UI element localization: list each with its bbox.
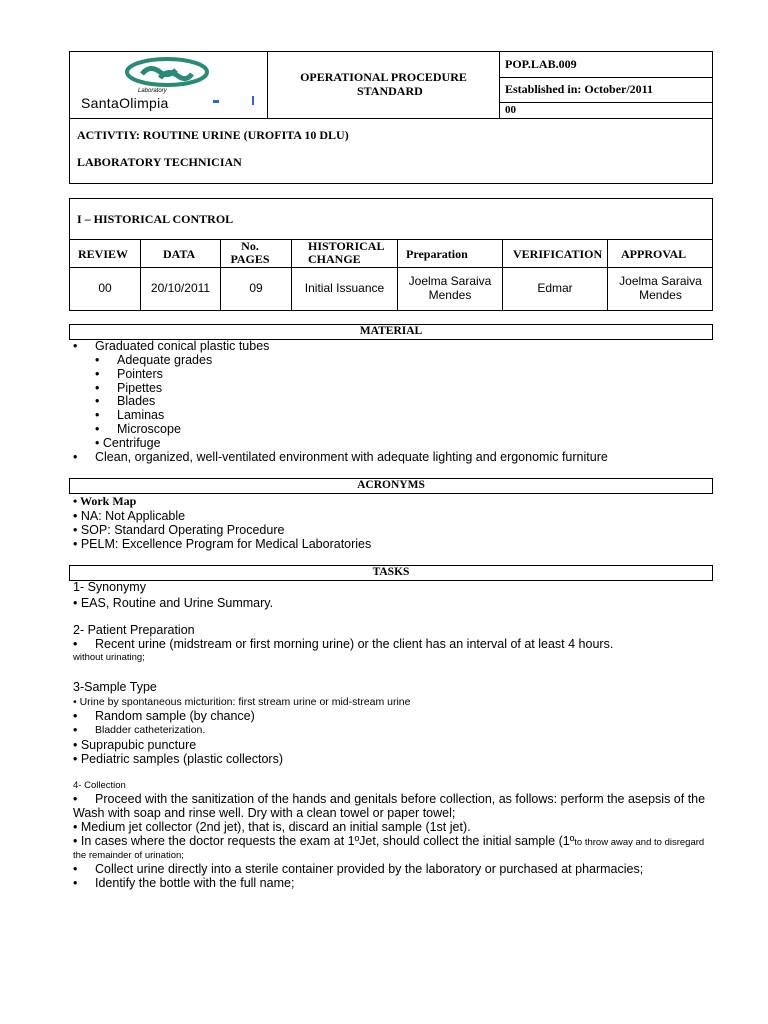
collection-title: 4- Collection	[73, 780, 126, 791]
role-line: LABORATORY TECHNICIAN	[77, 155, 242, 169]
bullet: •	[95, 394, 100, 408]
doc-established: Established in: October/2011	[505, 82, 654, 96]
logo-name: SantaOlimpia	[81, 95, 169, 111]
table-rule	[140, 239, 141, 311]
collection-item	[73, 834, 704, 850]
cell-pages: 09	[249, 281, 263, 295]
logo-mark	[252, 96, 254, 105]
table-rule	[291, 239, 292, 311]
sample-item: Bladder catheterization.	[95, 724, 206, 736]
cell-data: 20/10/2011	[150, 281, 211, 295]
header-divider	[69, 118, 713, 119]
material-subitem: Pointers	[117, 367, 163, 381]
acronym-item: • NA: Not Applicable	[73, 509, 186, 523]
historical-title: I – HISTORICAL CONTROL	[77, 212, 234, 226]
collection-item: Proceed with the sanitization of the hands and genitals before collection, as follows: perform the asepsis of the	[95, 792, 706, 806]
col-header-verification: VERIFICATION	[513, 247, 603, 261]
collection-item: Collect urine directly into a sterile container provided by the laboratory or purchased at pharmacies;	[95, 862, 644, 876]
doc-title-line2: STANDARD	[357, 84, 423, 98]
material-heading: MATERIAL	[69, 324, 713, 340]
col-header-approval: APPROVAL	[621, 247, 687, 261]
logo-small-text: Laboratory	[138, 88, 167, 94]
bullet: •	[73, 723, 78, 737]
acronyms-heading: ACRONYMS	[69, 478, 713, 494]
logo-icon	[122, 56, 212, 92]
collection-text: • In cases where the doctor requests the exam at 1ºJet, should collect the initial sample (1º	[73, 834, 575, 848]
doc-title-line1: OPERATIONAL PROCEDURE	[300, 70, 467, 84]
synonymy-title: 1- Synonymy	[73, 580, 146, 594]
table-rule	[220, 239, 221, 311]
collection-item: Wash with soap and rinse well. Dry with a clean towel or paper towel;	[73, 806, 456, 820]
col-header-preparation: Preparation	[406, 247, 468, 261]
header-divider	[499, 51, 500, 119]
material-subitem: Microscope	[117, 422, 181, 436]
bullet: •	[73, 709, 78, 723]
bullet: •	[95, 422, 100, 436]
sample-item: Random sample (by chance)	[95, 709, 255, 723]
cell-change: Initial Issuance	[304, 281, 385, 295]
doc-revision: 00	[505, 104, 516, 116]
bullet: •	[95, 381, 100, 395]
col-header-pages: No. PAGES	[230, 239, 270, 266]
bullet: •	[73, 339, 78, 353]
col-header-data: DATA	[163, 247, 196, 261]
material-subitem: • Centrifuge	[95, 436, 161, 450]
collection-item: the remainder of urination;	[73, 850, 184, 861]
bullet: •	[95, 408, 100, 422]
bullet: •	[95, 353, 100, 367]
material-subitem: Adequate grades	[117, 353, 213, 367]
logo	[78, 54, 263, 116]
acronym-item: • SOP: Standard Operating Procedure	[73, 523, 285, 537]
logo-mark	[213, 100, 219, 103]
acronym-item: • PELM: Excellence Program for Medical Laboratories	[73, 537, 372, 551]
sample-item: • Pediatric samples (plastic collectors)	[73, 752, 283, 766]
material-subitem: Blades	[117, 394, 156, 408]
bullet: •	[73, 450, 78, 464]
sample-item: • Suprapubic puncture	[73, 738, 197, 752]
prep-text: Recent urine (midstream or first morning urine) or the client has an interval of at least 4 hours.	[95, 637, 614, 651]
col-header-change: HISTORICAL CHANGE	[308, 239, 384, 266]
material-item: Graduated conical plastic tubes	[95, 339, 270, 353]
synonymy-text: • EAS, Routine and Urine Summary.	[73, 596, 274, 610]
sample-item: • Urine by spontaneous micturition: first stream urine or mid-stream urine	[73, 696, 411, 708]
bullet: •	[73, 862, 78, 876]
material-subitem: Pipettes	[117, 381, 163, 395]
material-item: Clean, organized, well-ventilated environment with adequate lighting and ergonomic furniture	[95, 450, 608, 464]
header-divider	[499, 77, 713, 78]
prep-title: 2- Patient Preparation	[73, 623, 195, 637]
bullet: •	[73, 876, 78, 890]
header-divider	[499, 102, 713, 103]
bullet: •	[73, 637, 78, 651]
tasks-heading: TASKS	[69, 565, 713, 581]
header-divider	[267, 51, 268, 119]
collection-item: • Medium jet collector (2nd jet), that is, discard an initial sample (1st jet).	[73, 820, 471, 834]
activity-line: ACTIVTIY: ROUTINE URINE (UROFITA 10 DLU)	[77, 128, 349, 142]
acronym-item: • Work Map	[73, 494, 137, 508]
col-header-review: REVIEW	[78, 247, 129, 261]
table-rule	[69, 267, 713, 268]
bullet: •	[73, 792, 78, 806]
cell-verification: Edmar	[537, 281, 573, 295]
cell-preparation: Joelma Saraiva Mendes	[408, 274, 492, 302]
material-subitem: Laminas	[117, 408, 165, 422]
collection-item: Identify the bottle with the full name;	[95, 876, 295, 890]
sample-title: 3-Sample Type	[73, 680, 157, 694]
doc-code: POP.LAB.009	[505, 57, 577, 71]
table-rule	[502, 239, 503, 311]
bullet: •	[95, 367, 100, 381]
collection-small-text: to throw away and to disregard	[574, 837, 705, 848]
prep-cont: without urinating;	[73, 652, 145, 663]
cell-review: 00	[98, 281, 112, 295]
cell-approval: Joelma Saraiva Mendes	[619, 274, 702, 302]
